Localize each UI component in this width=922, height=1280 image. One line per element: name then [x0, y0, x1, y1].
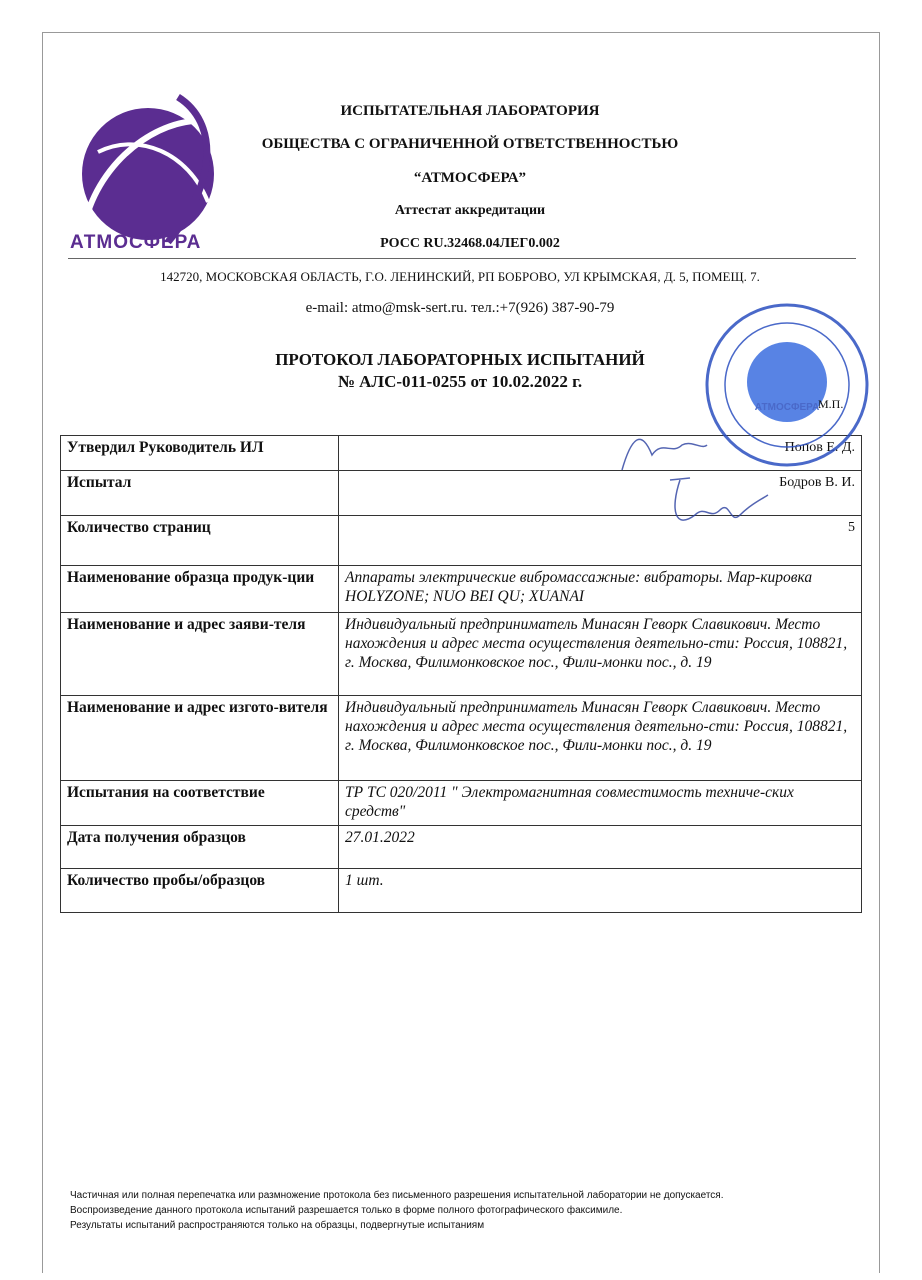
- table-row: [61, 826, 862, 869]
- protocol-title: ПРОТОКОЛ ЛАБОРАТОРНЫХ ИСПЫТАНИЙ: [275, 350, 645, 369]
- row-value: Индивидуальный предприниматель Минасян Геворк Славикович. Место нахождения и адрес места осуществления деятельно-сти: Россия, 108821, г. Москва, Филимонковское пос., Фили-монки пос., д. 19: [339, 613, 862, 696]
- footer-line2: Воспроизведение данного протокола испытаний разрешается только в форме полного фотографического факсимиле.: [70, 1205, 623, 1216]
- row-label: Утвердил Руководитель ИЛ: [61, 436, 339, 471]
- signature-popov-icon: [612, 425, 712, 475]
- row-label: Наименование образца продук-ции: [61, 566, 339, 613]
- contacts: e-mail: atmo@msk-sert.ru. тел.:+7(926) 387-90-79: [305, 300, 615, 316]
- logo-text: АТМОСФЕРА: [70, 232, 202, 253]
- atmosfera-logo-icon: [68, 92, 228, 252]
- signature-bodrov-icon: [650, 470, 770, 535]
- footer-line1: Частичная или полная перепечатка или размножение протокола без письменного разрешения испытательной лаборатории не допускается.: [70, 1190, 724, 1201]
- row-label: Наименование и адрес изгото-вителя: [61, 696, 339, 781]
- address: 142720, МОСКОВСКАЯ ОБЛАСТЬ, Г.О. ЛЕНИНСКИЙ, РП БОБРОВО, УЛ КРЫМСКАЯ, Д. 5, ПОМЕЩ. 7.: [160, 269, 760, 284]
- header-line5: РОСС RU.32468.04ЛЕГ0.002: [380, 236, 560, 251]
- row-value: Индивидуальный предприниматель Минасян Геворк Славикович. Место нахождения и адрес места осуществления деятельно-сти: Россия, 108821, г. Москва, Филимонковское пос., Фили-монки пос., д. 19: [339, 696, 862, 781]
- row-label: Наименование и адрес заяви-теля: [61, 613, 339, 696]
- row-value: Попов Е. Д.: [339, 436, 862, 471]
- row-value: ТР ТС 020/2011 " Электромагнитная совместимость техниче-ских средств": [339, 781, 862, 826]
- header-divider: [68, 258, 856, 259]
- table-row: [61, 869, 862, 913]
- row-value: 27.01.2022: [339, 826, 862, 869]
- row-label: Испытал: [61, 471, 339, 516]
- table-row: [61, 696, 862, 781]
- footer-line3: Результаты испытаний распространяются только на образцы, подвергнутые испытаниям: [70, 1220, 485, 1231]
- row-label: Дата получения образцов: [61, 826, 339, 869]
- header-line1: ИСПЫТАТЕЛЬНАЯ ЛАБОРАТОРИЯ: [340, 103, 600, 119]
- table-row: [61, 566, 862, 613]
- header-line4: Аттестат аккредитации: [394, 203, 546, 218]
- row-value: Бодров В. И.: [339, 471, 862, 516]
- stamp-mp-label: М.П.: [818, 397, 844, 411]
- footer-notes: [70, 1188, 724, 1233]
- row-label: Количество пробы/образцов: [61, 869, 339, 913]
- table-row: [61, 613, 862, 696]
- stamp-seal-icon: [702, 300, 872, 470]
- protocol-number: № АЛС-011-0255 от 10.02.2022 г.: [337, 372, 583, 391]
- svg-text:АТМОСФЕРА: АТМОСФЕРА: [754, 402, 820, 413]
- row-label: Количество страниц: [61, 516, 339, 566]
- table-row: [61, 781, 862, 826]
- row-label: Испытания на соответствие: [61, 781, 339, 826]
- row-value: Аппараты электрические вибромассажные: вибраторы. Мар-кировка HOLYZONE; NUO BEI QU; XUANAI: [339, 566, 862, 613]
- row-value: 1 шт.: [339, 869, 862, 913]
- header-line3: “АТМОСФЕРА”: [413, 170, 527, 186]
- row-value: 5: [339, 516, 862, 566]
- header-line2: ОБЩЕСТВА С ОГРАНИЧЕННОЙ ОТВЕТСТВЕННОСТЬЮ: [261, 136, 679, 152]
